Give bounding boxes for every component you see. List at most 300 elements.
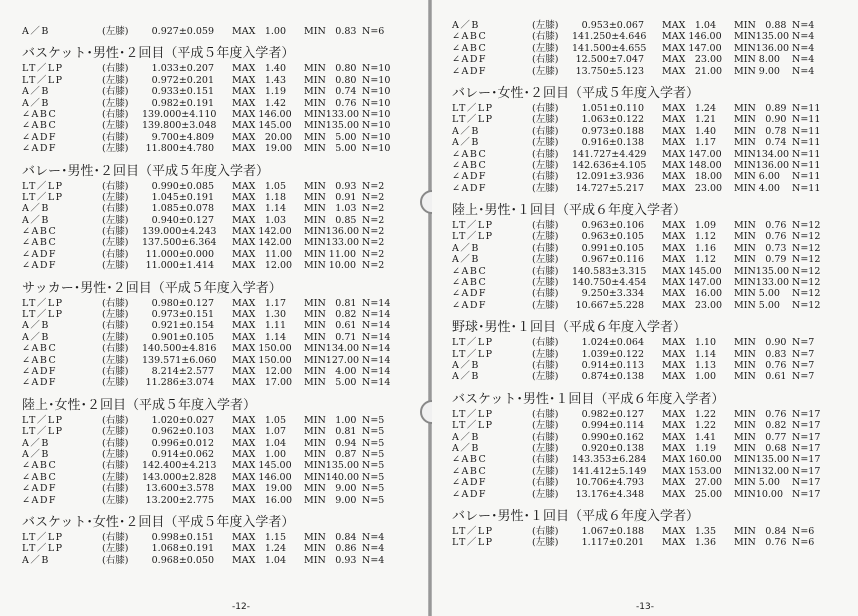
mean-sd-cell: 1.024±0.064	[581, 337, 644, 349]
max-cell: MAX 1.18	[232, 191, 287, 203]
min-cell: MIN 0.80	[304, 74, 357, 86]
knee-side-cell: (左膝)	[102, 448, 129, 460]
data-section	[22, 513, 422, 566]
table-row	[452, 420, 852, 431]
sample-size-cell: N=14	[362, 354, 391, 366]
table-row	[22, 260, 422, 271]
sample-size-cell: N=10	[362, 97, 391, 109]
measure-cell: ∠ADF	[452, 488, 488, 500]
min-cell: MIN 5.00	[734, 299, 780, 311]
sample-size-cell: N=17	[792, 408, 821, 420]
section-heading: バスケット･男性･１回目（平成６年度入学者）	[452, 391, 725, 407]
min-cell: MIN 0.77	[734, 431, 787, 443]
measure-cell: A／B	[22, 86, 50, 98]
sample-size-cell: N=17	[792, 454, 821, 466]
table-row	[22, 132, 422, 143]
max-cell: MAX 1.36	[662, 537, 717, 549]
max-cell: MAX 142.00	[232, 226, 292, 238]
knee-side-cell: (右膝)	[532, 337, 559, 349]
sample-size-cell: N=12	[792, 242, 821, 254]
max-cell: MAX 1.04	[232, 437, 287, 449]
min-cell: MIN 0.74	[304, 86, 357, 98]
measure-cell: ∠ABC	[452, 454, 488, 466]
table-row	[452, 277, 852, 288]
measure-cell: LT／LP	[22, 426, 64, 438]
knee-side-cell: (左膝)	[532, 182, 559, 194]
max-cell: MAX 147.00	[662, 277, 722, 289]
sample-size-cell: N=10	[362, 120, 391, 132]
table-row	[452, 137, 852, 148]
sample-size-cell: N=10	[362, 108, 391, 120]
knee-side-cell: (左膝)	[532, 420, 559, 432]
measure-cell: ∠ADF	[22, 365, 58, 377]
min-cell: MIN 0.78	[734, 125, 787, 137]
table-row	[22, 192, 422, 203]
measure-cell: A／B	[22, 437, 50, 449]
min-cell: MIN 1.03	[304, 203, 357, 215]
page-number: -12-	[232, 602, 250, 612]
measure-cell: A／B	[22, 331, 50, 343]
table-row	[22, 86, 422, 97]
measure-cell: ∠ADF	[22, 260, 58, 272]
mean-sd-cell: 0.967±0.116	[581, 254, 644, 266]
knee-side-cell: (左膝)	[102, 97, 129, 109]
knee-side-cell: (左膝)	[532, 465, 559, 477]
table-row	[22, 532, 422, 543]
knee-side-cell: (左膝)	[102, 331, 129, 343]
measure-cell: ∠ADF	[452, 299, 488, 311]
measure-cell: ∠ADF	[452, 54, 488, 66]
sample-size-cell: N=5	[362, 437, 385, 449]
measure-cell: ∠ABC	[22, 120, 58, 132]
min-cell: MIN 11.00	[304, 248, 357, 260]
max-cell: MAX 1.30	[232, 309, 287, 321]
measure-cell: A／B	[452, 137, 480, 149]
sample-size-cell: N=11	[792, 171, 821, 183]
sample-size-cell: N=5	[362, 471, 385, 483]
right-page-content	[452, 0, 852, 549]
max-cell: MAX 1.04	[232, 554, 287, 566]
max-cell: MAX 1.14	[232, 203, 287, 215]
min-cell: MIN 1.00	[304, 414, 357, 426]
max-cell: MAX 1.09	[662, 220, 717, 232]
min-cell: MIN 5.00	[734, 477, 780, 489]
max-cell: MAX 147.00	[662, 42, 722, 54]
max-cell: MAX 1.42	[232, 97, 287, 109]
min-cell: MIN 0.82	[304, 309, 357, 321]
measure-cell: ∠ABC	[22, 226, 58, 238]
table-row	[22, 143, 422, 154]
sample-size-cell: N=17	[792, 465, 821, 477]
knee-side-cell: (左膝)	[102, 214, 129, 226]
measure-cell: A／B	[452, 442, 480, 454]
page-number: -13-	[636, 602, 654, 612]
measure-cell: LT／LP	[22, 191, 64, 203]
sample-size-cell: N=12	[792, 231, 821, 243]
sample-size-cell: N=10	[362, 74, 391, 86]
min-cell: MIN 0.71	[304, 331, 357, 343]
min-cell: MIN135.00	[734, 31, 790, 43]
max-cell: MAX 25.00	[662, 488, 723, 500]
sample-size-cell: N=14	[362, 343, 391, 355]
max-cell: MAX 1.12	[662, 231, 717, 243]
sample-size-cell: N=7	[792, 371, 815, 383]
min-cell: MIN 5.00	[304, 377, 357, 389]
knee-side-cell: (右膝)	[102, 320, 129, 332]
measure-cell: ∠ABC	[452, 277, 488, 289]
measure-cell: A／B	[452, 125, 480, 137]
table-row	[452, 526, 852, 537]
min-cell: MIN133.00	[304, 237, 360, 249]
mean-sd-cell: 142.400±4.213	[142, 460, 217, 472]
section-heading: 野球･男性･１回目（平成６年度入学者）	[452, 320, 687, 336]
sample-size-cell: N=11	[792, 125, 821, 137]
sample-size-cell: N=7	[792, 337, 815, 349]
mean-sd-cell: 0.914±0.113	[581, 359, 644, 371]
min-cell: MIN 0.87	[304, 448, 357, 460]
sample-size-cell: N=11	[792, 148, 821, 160]
max-cell: MAX 1.17	[232, 297, 287, 309]
knee-side-cell: (右膝)	[532, 431, 559, 443]
measure-cell: A／B	[22, 97, 50, 109]
sample-size-cell: N=5	[362, 494, 385, 506]
knee-side-cell: (右膝)	[102, 180, 129, 192]
sample-size-cell: N=11	[792, 102, 821, 114]
table-row	[22, 483, 422, 494]
knee-side-cell: (左膝)	[532, 114, 559, 126]
table-row	[22, 237, 422, 248]
sample-size-cell: N=5	[362, 483, 385, 495]
sample-size-cell: N=14	[362, 297, 391, 309]
min-cell: MIN134.00	[734, 148, 790, 160]
measure-cell: ∠ADF	[452, 477, 488, 489]
table-row	[22, 377, 422, 388]
min-cell: MIN10.00	[734, 488, 783, 500]
sample-size-cell: N=10	[362, 131, 391, 143]
max-cell: MAX 12.00	[232, 365, 293, 377]
mean-sd-cell: 0.874±0.138	[581, 371, 644, 383]
measure-cell: ∠ADF	[452, 171, 488, 183]
mean-sd-cell: 0.962±0.103	[151, 426, 214, 438]
measure-cell: LT／LP	[22, 543, 64, 555]
min-cell: MIN133.00	[734, 277, 790, 289]
table-row	[22, 460, 422, 471]
knee-side-cell: (左膝)	[102, 26, 129, 37]
table-row	[452, 349, 852, 360]
section-heading: 陸上･男性･１回目（平成６年度入学者）	[452, 203, 687, 219]
sample-size-cell: N=2	[362, 226, 385, 238]
knee-side-cell: (右膝)	[102, 365, 129, 377]
max-cell: MAX 1.12	[662, 254, 717, 266]
min-cell: MIN 5.00	[304, 131, 357, 143]
mean-sd-cell: 13.200±2.775	[145, 494, 214, 506]
min-cell: MIN140.00	[304, 471, 360, 483]
sample-size-cell: N=4	[362, 531, 385, 543]
mean-sd-cell: 13.750±5.123	[575, 65, 644, 77]
mean-sd-cell: 0.990±0.085	[151, 180, 214, 192]
min-cell: MIN 9.00	[304, 483, 357, 495]
table-row	[22, 215, 422, 226]
max-cell: MAX 19.00	[232, 483, 293, 495]
sample-size-cell: N=12	[792, 277, 821, 289]
sample-size-cell: N=6	[792, 537, 815, 549]
table-row	[452, 243, 852, 254]
measure-cell: LT／LP	[22, 297, 64, 309]
knee-side-cell: (左膝)	[532, 137, 559, 149]
mean-sd-cell: 139.800±3.048	[142, 120, 217, 132]
max-cell: MAX 18.00	[662, 171, 723, 183]
sample-size-cell: N=10	[362, 143, 391, 155]
max-cell: MAX 17.00	[232, 377, 293, 389]
table-row	[452, 220, 852, 231]
sample-size-cell: N=7	[792, 359, 815, 371]
table-row	[22, 438, 422, 449]
max-cell: MAX 145.00	[232, 120, 292, 132]
min-cell: MIN 0.81	[304, 297, 357, 309]
min-cell: MIN 0.79	[734, 254, 787, 266]
knee-side-cell: (右膝)	[532, 525, 559, 537]
mean-sd-cell: 1.051±0.110	[581, 102, 644, 114]
mean-sd-cell: 140.500±4.816	[142, 343, 217, 355]
mean-sd-cell: 139.000±4.110	[142, 108, 217, 120]
knee-side-cell: (左膝)	[102, 471, 129, 483]
mean-sd-cell: 0.982±0.127	[581, 408, 644, 420]
max-cell: MAX 1.05	[232, 414, 287, 426]
knee-side-cell: (左膝)	[102, 426, 129, 438]
table-row	[452, 466, 852, 477]
mean-sd-cell: 1.020±0.027	[151, 414, 214, 426]
section-heading: バレー･男性･１回目（平成６年度入学者）	[452, 508, 700, 524]
table-row	[452, 171, 852, 182]
table-row	[22, 181, 422, 192]
measure-cell: ∠ABC	[22, 471, 58, 483]
max-cell: MAX 147.00	[662, 148, 722, 160]
table-row	[452, 114, 852, 125]
mean-sd-cell: 12.091±3.936	[575, 171, 644, 183]
measure-cell: A／B	[452, 431, 480, 443]
max-cell: MAX 1.19	[662, 442, 717, 454]
table-row	[22, 109, 422, 120]
knee-side-cell: (右膝)	[102, 460, 129, 472]
left-page	[0, 0, 428, 616]
max-cell: MAX 1.11	[232, 320, 287, 332]
data-section	[22, 279, 422, 389]
max-cell: MAX 146.00	[662, 31, 722, 43]
knee-side-cell: (左膝)	[102, 143, 129, 155]
max-cell: MAX 145.00	[662, 265, 722, 277]
knee-side-cell: (左膝)	[532, 20, 559, 31]
knee-side-cell: (右膝)	[532, 288, 559, 300]
mean-sd-cell: 143.000±2.828	[142, 471, 217, 483]
max-cell: MAX 16.00	[662, 288, 723, 300]
max-cell: MAX 12.00	[232, 260, 293, 272]
sample-size-cell: N=5	[362, 426, 385, 438]
mean-sd-cell: 141.500±4.655	[572, 42, 647, 54]
max-cell: MAX 146.00	[232, 471, 292, 483]
max-cell: MAX 1.15	[232, 531, 287, 543]
sample-size-cell: N=4	[792, 20, 815, 31]
table-row	[22, 298, 422, 309]
mean-sd-cell: 141.412±5.149	[572, 465, 647, 477]
table-row	[452, 231, 852, 242]
table-row	[452, 66, 852, 77]
table-row	[22, 309, 422, 320]
max-cell: MAX 19.00	[232, 143, 293, 155]
sample-size-cell: N=10	[362, 86, 391, 98]
knee-side-cell: (右膝)	[102, 483, 129, 495]
max-cell: MAX 150.00	[232, 343, 292, 355]
table-row	[452, 409, 852, 420]
knee-side-cell: (右膝)	[102, 108, 129, 120]
max-cell: MAX 1.40	[662, 125, 717, 137]
measure-cell: LT／LP	[22, 414, 64, 426]
table-row	[22, 449, 422, 460]
measure-cell: A／B	[452, 254, 480, 266]
knee-side-cell: (右膝)	[102, 131, 129, 143]
measure-cell: ∠ABC	[452, 159, 488, 171]
table-row	[22, 226, 422, 237]
mean-sd-cell: 10.667±5.228	[575, 299, 644, 311]
min-cell: MIN 0.61	[734, 371, 787, 383]
table-row	[22, 355, 422, 366]
mean-sd-cell: 142.636±4.105	[572, 159, 647, 171]
mean-sd-cell: 14.727±5.217	[575, 182, 644, 194]
table-row	[22, 555, 422, 566]
max-cell: MAX 1.21	[662, 114, 717, 126]
min-cell: MIN135.00	[304, 120, 360, 132]
knee-side-cell: (左膝)	[102, 237, 129, 249]
mean-sd-cell: 13.176±4.348	[575, 488, 644, 500]
data-section	[452, 201, 852, 311]
knee-side-cell: (右膝)	[532, 359, 559, 371]
section-heading: サッカー･男性･２回目（平成５年度入学者）	[22, 280, 282, 296]
mean-sd-cell: 0.996±0.012	[151, 437, 214, 449]
measure-cell: LT／LP	[22, 309, 64, 321]
measure-cell: ∠ADF	[452, 182, 488, 194]
mean-sd-cell: 0.968±0.050	[151, 554, 214, 566]
min-cell: MIN 9.00	[304, 494, 357, 506]
section-heading: バレー･女性･２回目（平成５年度入学者）	[452, 85, 700, 101]
knee-side-cell: (左膝)	[532, 65, 559, 77]
knee-side-cell: (右膝)	[102, 86, 129, 98]
sample-size-cell: N=17	[792, 442, 821, 454]
measure-cell: A／B	[22, 320, 50, 332]
min-cell: MIN 8.00	[734, 54, 780, 66]
measure-cell: ∠ABC	[22, 460, 58, 472]
sample-size-cell: N=12	[792, 254, 821, 266]
sample-size-cell: N=14	[362, 309, 391, 321]
max-cell: MAX 23.00	[662, 54, 723, 66]
sample-size-cell: N=11	[792, 137, 821, 149]
min-cell: MIN 4.00	[304, 365, 357, 377]
min-cell: MIN135.00	[734, 454, 790, 466]
sample-size-cell: N=6	[792, 525, 815, 537]
knee-side-cell: (右膝)	[532, 220, 559, 232]
sample-size-cell: N=5	[362, 414, 385, 426]
mean-sd-cell: 11.800±4.780	[145, 143, 214, 155]
min-cell: MIN 0.76	[734, 359, 787, 371]
table-row	[452, 432, 852, 443]
sample-size-cell: N=14	[362, 377, 391, 389]
data-section	[22, 44, 422, 154]
knee-side-cell: (右膝)	[102, 437, 129, 449]
left-page-content	[22, 0, 422, 566]
max-cell: MAX 1.16	[662, 242, 717, 254]
knee-side-cell: (左膝)	[532, 159, 559, 171]
table-row	[452, 266, 852, 277]
max-cell: MAX 1.00	[232, 26, 287, 37]
mean-sd-cell: 0.972±0.201	[151, 74, 214, 86]
section-heading: バレー･男性･２回目（平成５年度入学者）	[22, 163, 270, 179]
sample-size-cell: N=4	[362, 543, 385, 555]
sample-size-cell: N=11	[792, 182, 821, 194]
mean-sd-cell: 0.920±0.138	[581, 442, 644, 454]
table-row	[22, 320, 422, 331]
min-cell: MIN 0.76	[734, 231, 787, 243]
sample-size-cell: N=4	[792, 42, 815, 54]
right-page	[432, 0, 858, 616]
mean-sd-cell: 0.973±0.188	[581, 125, 644, 137]
max-cell: MAX 160.00	[662, 454, 722, 466]
data-section	[22, 396, 422, 506]
measure-cell: A／B	[22, 203, 50, 215]
max-cell: MAX 20.00	[232, 131, 293, 143]
knee-side-cell: (左膝)	[102, 191, 129, 203]
min-cell: MIN 4.00	[734, 182, 780, 194]
knee-side-cell: (右膝)	[102, 343, 129, 355]
knee-side-cell: (左膝)	[102, 260, 129, 272]
section-heading: バスケット･女性･２回目（平成５年度入学者）	[22, 514, 295, 530]
max-cell: MAX 145.00	[232, 460, 292, 472]
table-row	[452, 149, 852, 160]
knee-side-cell: (右膝)	[102, 248, 129, 260]
mean-sd-cell: 0.953±0.067	[581, 20, 644, 31]
max-cell: MAX 142.00	[232, 237, 292, 249]
knee-side-cell: (右膝)	[532, 265, 559, 277]
table-row	[452, 360, 852, 371]
max-cell: MAX 1.14	[232, 331, 287, 343]
min-cell: MIN 0.73	[734, 242, 787, 254]
max-cell: MAX 1.22	[662, 420, 717, 432]
sample-size-cell: N=4	[792, 54, 815, 66]
min-cell: MIN 0.89	[734, 102, 787, 114]
table-row	[452, 160, 852, 171]
knee-side-cell: (右膝)	[102, 554, 129, 566]
sample-size-cell: N=2	[362, 248, 385, 260]
table-row	[452, 477, 852, 488]
mean-sd-cell: 139.000±4.243	[142, 226, 217, 238]
min-cell: MIN133.00	[304, 108, 360, 120]
table-row	[22, 26, 422, 37]
measure-cell: ∠ADF	[22, 494, 58, 506]
max-cell: MAX 1.17	[662, 137, 717, 149]
knee-side-cell: (右膝)	[102, 414, 129, 426]
measure-cell: ∠ABC	[452, 42, 488, 54]
mean-sd-cell: 1.039±0.122	[581, 348, 644, 360]
mean-sd-cell: 1.033±0.207	[151, 63, 214, 75]
mean-sd-cell: 10.706±4.793	[575, 477, 644, 489]
table-row	[22, 366, 422, 377]
max-cell: MAX 148.00	[662, 159, 722, 171]
mean-sd-cell: 0.901±0.105	[151, 331, 214, 343]
max-cell: MAX 1.10	[662, 337, 717, 349]
table-row	[22, 343, 422, 354]
sample-size-cell: N=5	[362, 460, 385, 472]
mean-sd-cell: 0.933±0.151	[151, 86, 214, 98]
table-row	[22, 75, 422, 86]
mean-sd-cell: 0.914±0.062	[151, 448, 214, 460]
min-cell: MIN 0.80	[304, 63, 357, 75]
